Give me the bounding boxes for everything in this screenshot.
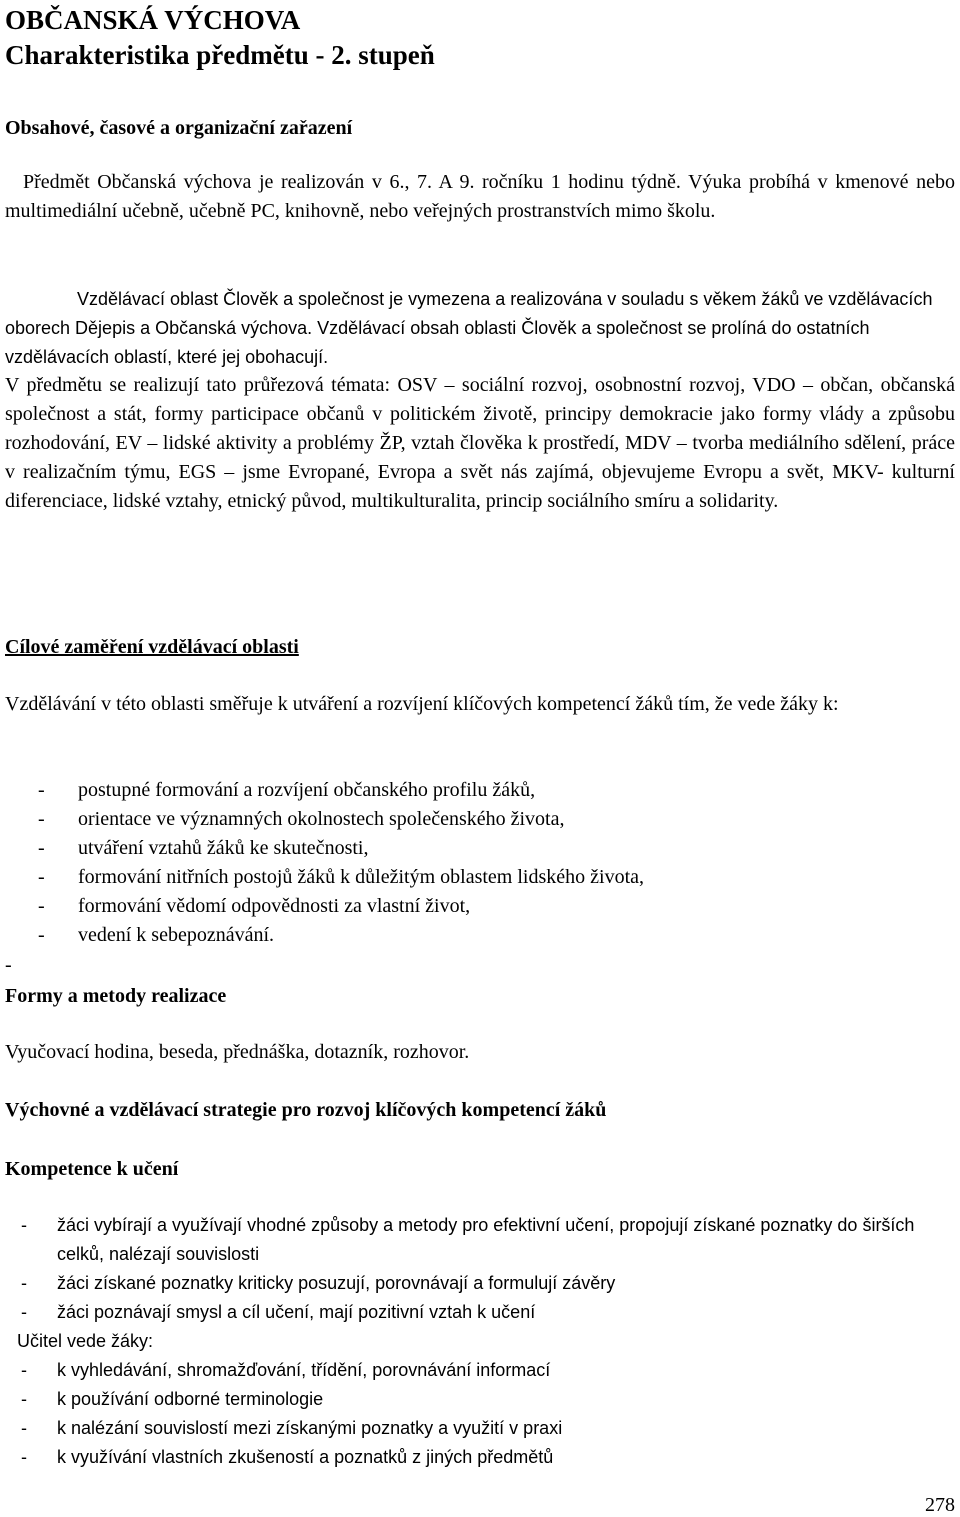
list-item: - žáci získané poznatky kriticky posuzují, porovnávají a formulují závěry: [21, 1273, 616, 1293]
list-item: - k vyhledávání, shromažďování, třídění, porovnávání informací: [21, 1360, 551, 1380]
goals-list: [5, 776, 955, 950]
list-item: - k používání odborné terminologie: [21, 1389, 324, 1409]
teacher-label: Učitel vede žáky:: [17, 1331, 154, 1351]
list-item: - žáci vybírají a využívají vhodné způsoby a metody pro efektivní učení, propojují získané poznatky do širších celků, nalézají souvislosti: [21, 1215, 915, 1264]
teacher-list: [5, 1356, 955, 1472]
list-item: - utváření vztahů žáků ke skutečnosti,: [38, 837, 369, 859]
section-heading-goals: Cílové zaměření vzdělávací oblasti: [5, 636, 299, 658]
list-item: - žáci poznávají smysl a cíl učení, mají pozitivní vztah k učení: [21, 1302, 536, 1322]
paragraph-cross-topics: V předmětu se realizují tato průřezová témata: OSV – sociální rozvoj, osobnostní rozvoj, VDO – občan, občanská společnost a stát, formy participace občanů v politickém životě, principy demokracie jako formy vlády a způsobu rozhodování, EV – lidské aktivity a problémy ŽP, vztah člověka k prostředí, MDV – tvorba mediálního sdělení, práce v realizačním týmu, EGS – jsme Evropané, Evropa a svět nás zajímá, objevujeme Evropu a svět, MKV- kulturní diferenciace, lidské vztahy, etnický původ, multikulturalita, princip sociálního smíru a solidarity.: [5, 374, 955, 512]
pupil-list: [5, 1211, 955, 1327]
paragraph-education-area: Vzdělávací oblast Člověk a společnost je vymezena a realizována v souladu s věkem žáků ve vzdělávacích oborech Dějepis a Občanská výchova. Vzdělávací obsah oblasti Člověk a společnost se prolíná do ostatních vzdělávacích oblastí, které jej obohacují.: [5, 289, 933, 367]
list-item: - vedení k sebepoznávání.: [38, 924, 275, 946]
subheading-learning-competence: Kompetence k učení: [5, 1158, 179, 1180]
stray-dash: -: [5, 954, 12, 976]
section-heading-strategies: Výchovné a vzdělávací strategie pro rozvoj klíčových kompetencí žáků: [5, 1099, 607, 1121]
list-item: - formování vědomí odpovědnosti za vlastní život,: [38, 895, 471, 917]
goals-list-container: [5, 776, 955, 950]
paragraph-goals-intro: Vzdělávání v této oblasti směřuje k utváření a rozvíjení klíčových kompetencí žáků tím, že vede žáky k:: [5, 693, 839, 715]
page-number: 278: [925, 1494, 955, 1516]
paragraph-subject-info: Předmět Občanská výchova je realizován v 6., 7. A 9. ročníku 1 hodinu týdně. Výuka probíhá v kmenové nebo multimediální učebně, učebně PC, knihovně, nebo veřejných prostranstvích mimo školu.: [5, 171, 955, 222]
document-title: OBČANSKÁ VÝCHOVA: [5, 5, 301, 35]
list-item: - postupné formování a rozvíjení občanského profilu žáků,: [38, 779, 536, 801]
list-item: - k nalézání souvislostí mezi získanými poznatky a využití v praxi: [21, 1418, 563, 1438]
list-item: - k využívání vlastních zkušeností a poznatků z jiných předmětů: [21, 1447, 554, 1467]
section-heading-content: Obsahové, časové a organizační zařazení: [5, 117, 353, 139]
list-item: - formování nitřních postojů žáků k důležitým oblastem lidského života,: [38, 866, 644, 888]
paragraph-methods: Vyučovací hodina, beseda, přednáška, dotazník, rozhovor.: [5, 1041, 470, 1063]
teacher-list-container: [5, 1356, 955, 1472]
list-item: - orientace ve významných okolnostech společenského života,: [38, 808, 565, 830]
pupil-list-container: [5, 1211, 955, 1327]
document-subtitle: Charakteristika předmětu - 2. stupeň: [5, 40, 435, 70]
section-heading-methods: Formy a metody realizace: [5, 985, 227, 1007]
